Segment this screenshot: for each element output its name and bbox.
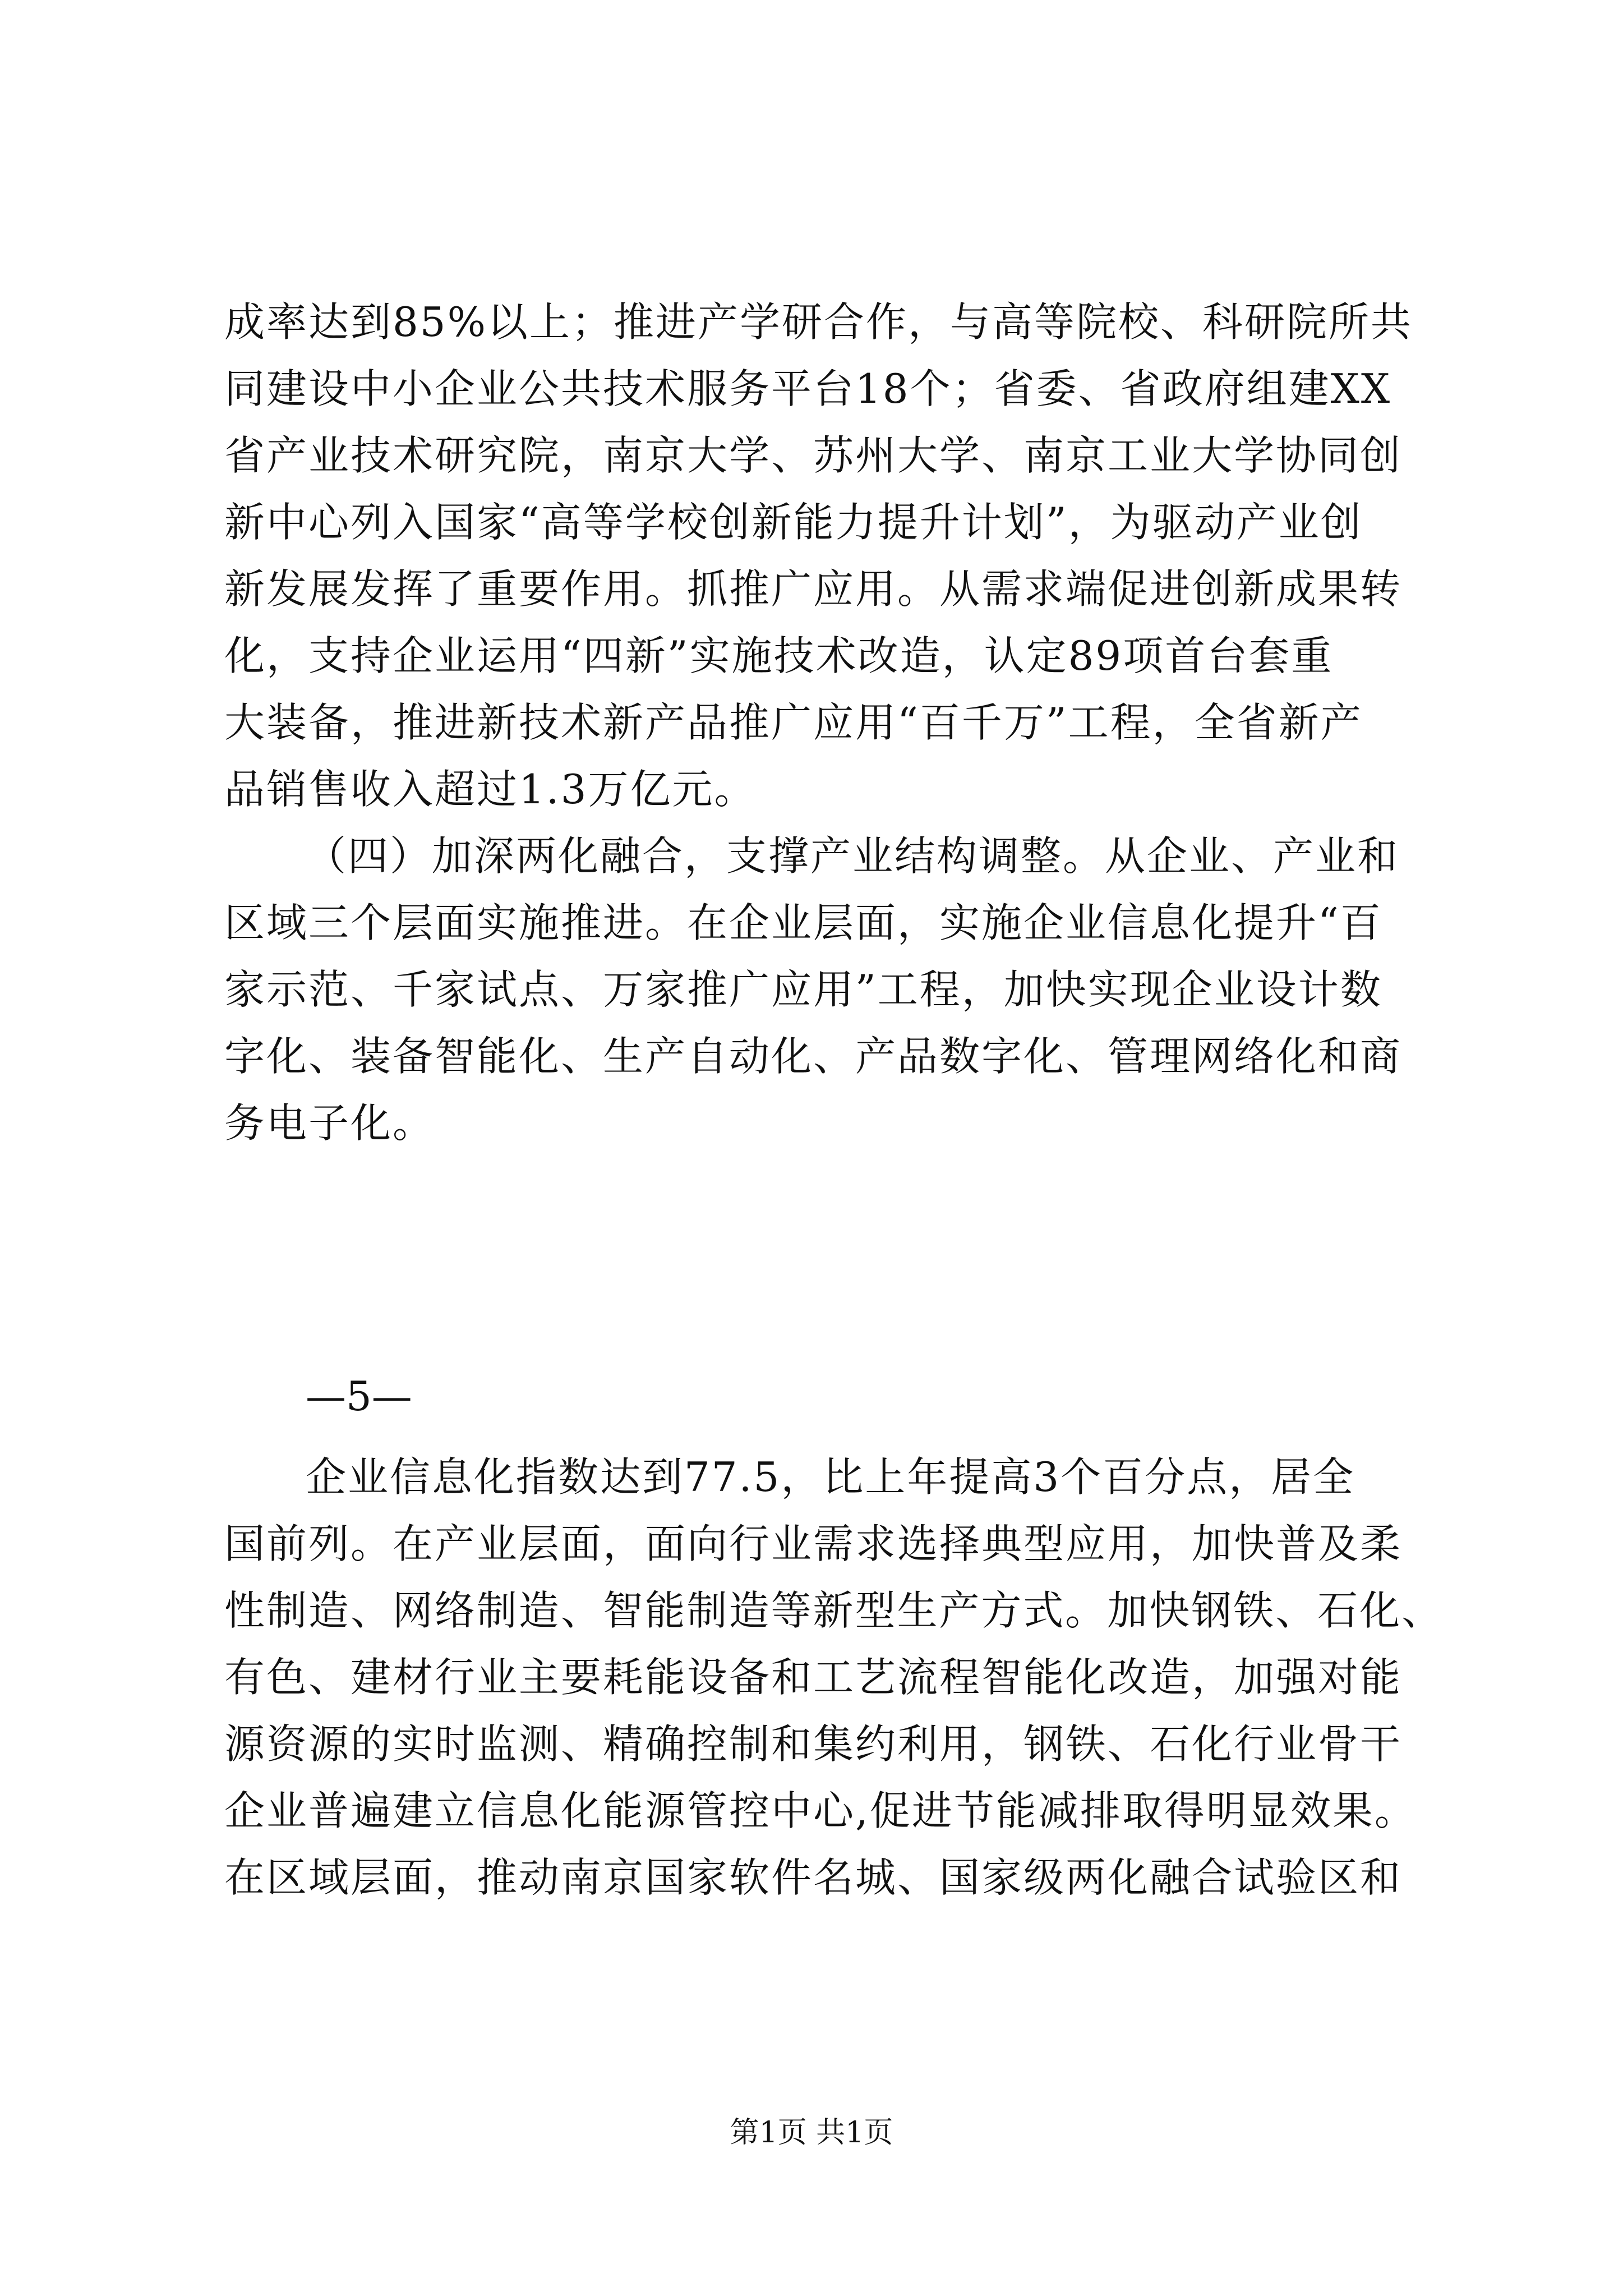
text-line: 同建设中小企业公共技术服务平台18个；省委、省政府组建XX: [224, 365, 1392, 412]
text-line: 源资源的实时监测、精确控制和集约利用，钢铁、石化行业骨干: [224, 1720, 1403, 1768]
text-line: 字化、装备智能化、生产自动化、产品数字化、管理网络化和商: [224, 1033, 1403, 1080]
page-number-marker: —5—: [306, 1373, 412, 1420]
text-line: 品销售收入超过1.3万亿元。: [224, 766, 757, 813]
text-line: 成率达到85%以上；推进产学研合作，与高等院校、科研院所共: [224, 298, 1413, 346]
text-line: 大装备，推进新技术新产品推广应用“百千万”工程，全省新产: [224, 699, 1363, 746]
text-line: 务电子化。: [224, 1099, 435, 1147]
text-line: 新发展发挥了重要作用。抓推广应用。从需求端促进创新成果转: [224, 565, 1403, 613]
text-line: 有色、建材行业主要耗能设备和工艺流程智能化改造，加强对能: [224, 1654, 1403, 1701]
text-line: 企业普遍建立信息化能源管控中心,促进节能减排取得明显效果。: [224, 1787, 1417, 1834]
text-line: 区域三个层面实施推进。在企业层面，实施企业信息化提升“百: [224, 899, 1382, 946]
text-line: 省产业技术研究院，南京大学、苏州大学、南京工业大学协同创: [224, 432, 1403, 479]
paragraph-heading-line: （四）加深两化融合，支撑产业结构调整。从企业、产业和: [306, 832, 1400, 880]
text-line: 家示范、千家试点、万家推广应用”工程，加快实现企业设计数: [224, 966, 1382, 1013]
text-line: 在区域层面，推动南京国家软件名城、国家级两化融合试验区和: [224, 1854, 1403, 1901]
page-footer: 第1页 共1页: [730, 2116, 893, 2150]
text-line: 化，支持企业运用“四新”实施技术改造，认定89项首台套重: [224, 632, 1334, 679]
text-line: 性制造、网络制造、智能制造等新型生产方式。加快钢铁、石化、: [224, 1587, 1444, 1634]
text-line: 国前列。在产业层面，面向行业需求选择典型应用，加快普及柔: [224, 1520, 1403, 1567]
text-line: 新中心列入国家“高等学校创新能力提升计划”，为驱动产业创: [224, 499, 1363, 546]
text-line: 企业信息化指数达到77.5，比上年提高3个百分点，居全: [306, 1453, 1355, 1501]
